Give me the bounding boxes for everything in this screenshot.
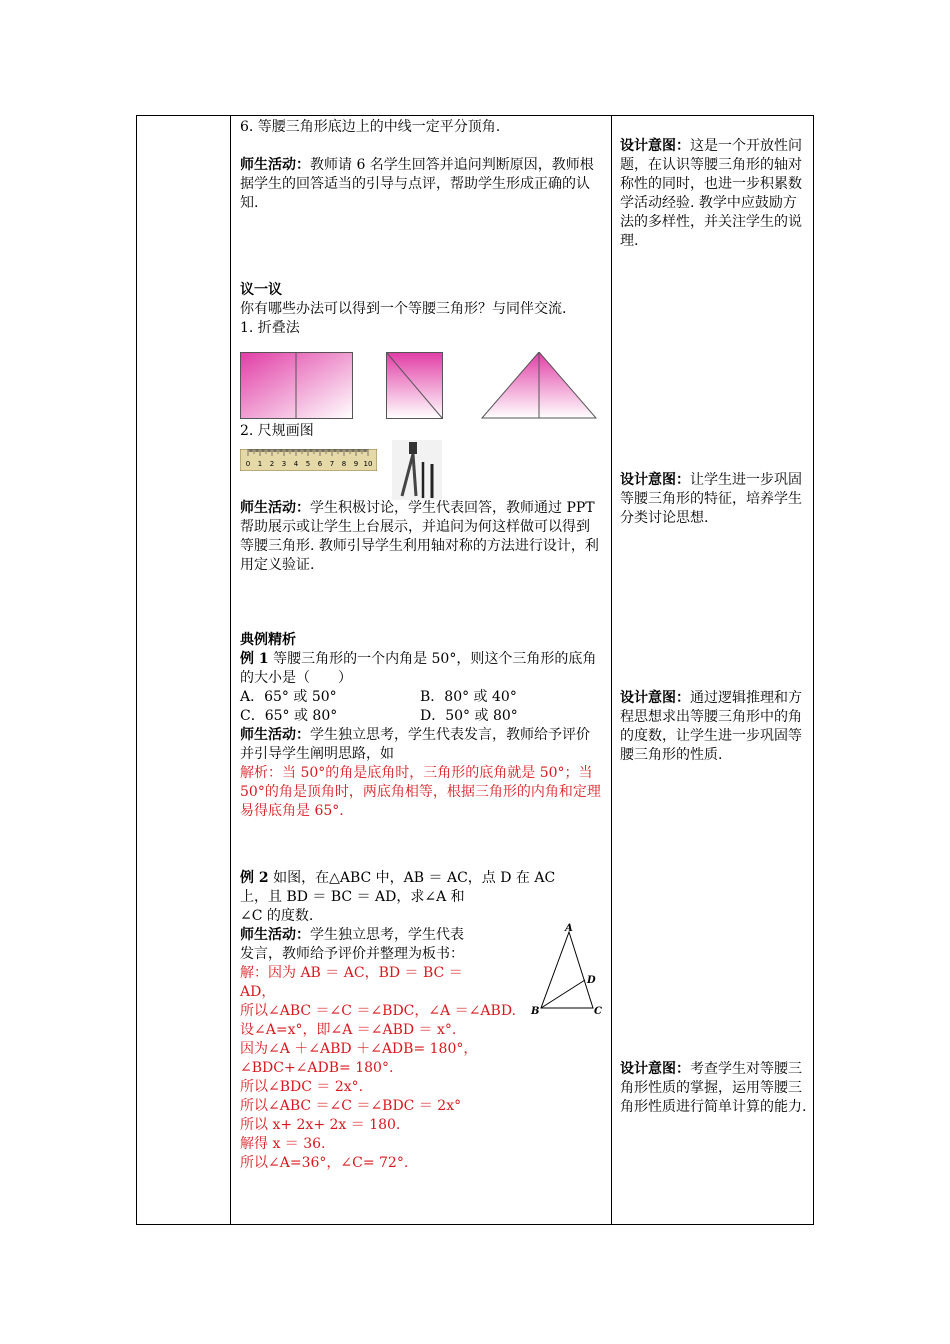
activity-4-line-2: 发言，教师给予评价并整理为板书： bbox=[240, 946, 464, 962]
solution-line: 所以∠A=36°，∠C= 72°. bbox=[240, 1155, 409, 1171]
vertex-c-label: C bbox=[594, 1006, 602, 1017]
triangle-abc-figure bbox=[527, 920, 607, 1020]
ruler-tick-label: 10 bbox=[363, 460, 373, 468]
design-label: 设计意图： bbox=[620, 138, 690, 154]
options-row-1 bbox=[240, 688, 602, 707]
example-2-line-2: 上，且 BD ＝ BC ＝ AD，求∠A 和 bbox=[240, 889, 465, 905]
column-divider-1 bbox=[230, 115, 231, 1225]
design-label: 设计意图： bbox=[620, 1061, 690, 1077]
solution-1: 解析：当 50°的角是底角时，三角形的底角就是 50°；当 50°的角是顶角时，两底角相等，根据三角形的内角和定理易得底角是 65°. bbox=[240, 765, 601, 819]
fold-method-figure bbox=[240, 352, 600, 422]
solution-line: AD， bbox=[240, 984, 276, 1000]
example-1 bbox=[240, 650, 602, 688]
example-label: 例 1 bbox=[240, 651, 269, 667]
ruler-tick-label: 1 bbox=[257, 460, 263, 468]
example-2-line-3: ∠C 的度数. bbox=[240, 908, 314, 924]
activity-1 bbox=[240, 156, 602, 213]
solution-line: 所以 x+ 2x+ 2x ＝ 180. bbox=[240, 1117, 401, 1133]
activity-label: 师生活动： bbox=[240, 727, 310, 743]
option-b: B．80° 或 40° bbox=[420, 689, 517, 705]
example-label: 例 2 bbox=[240, 870, 269, 886]
activity-text: 教师请 6 名学生回答并追问判断原因，教师根据学生的回答适当的引导与点评，帮助学生形成正确的认知. bbox=[240, 157, 594, 211]
solution-line: 因为∠A ＋∠ABD ＋∠ADB= 180°， bbox=[240, 1041, 478, 1057]
activity-2 bbox=[240, 499, 602, 575]
ruler-figure bbox=[240, 449, 377, 471]
discuss-title: 议一议 bbox=[240, 282, 282, 298]
compass-handle bbox=[409, 442, 417, 454]
activity-text: 学生独立思考，学生代表发言，教师给予评价并引导学生阐明思路，如 bbox=[240, 727, 590, 762]
triangle-abc bbox=[541, 932, 593, 1008]
activity-label: 师生活动： bbox=[240, 500, 310, 516]
activity-text: 学生积极讨论，学生代表回答，教师通过 PPT 帮助展示或让学生上台展示，并追问为何这样做可以得到等腰三角形. 教师引导学生利用轴对称的方法进行设计，利用定义验证. bbox=[240, 500, 599, 573]
activity-text: 学生独立思考，学生代表 bbox=[310, 927, 464, 943]
compass-figure bbox=[392, 440, 442, 500]
discuss-question: 你有哪些办法可以得到一个等腰三角形？与同伴交流. bbox=[240, 301, 567, 317]
example-text: 等腰三角形的一个内角是 50°，则这个三角形的底角的大小是（ ） bbox=[240, 651, 597, 686]
vertex-b-label: B bbox=[531, 1006, 540, 1017]
options-row-2 bbox=[240, 707, 602, 726]
ruler-tick-label: 4 bbox=[293, 460, 299, 468]
design-intent-3 bbox=[620, 689, 808, 765]
ruler-tick-label: 3 bbox=[281, 460, 287, 468]
vertex-a-label: A bbox=[565, 923, 573, 934]
solution-line: 解得 x ＝ 36. bbox=[240, 1136, 326, 1152]
segment-bd bbox=[541, 980, 585, 1008]
ruler-tick-label: 9 bbox=[353, 460, 359, 468]
design-intent-2 bbox=[620, 471, 808, 528]
option-a: A．65° 或 50° bbox=[240, 689, 337, 705]
solution-line: 所以∠BDC ＝ 2x°. bbox=[240, 1079, 364, 1095]
ruler-tick-label: 0 bbox=[245, 460, 251, 468]
solution-line: 设∠A=x°，即∠A ＝∠ABD ＝ x°. bbox=[240, 1022, 457, 1038]
activity-label: 师生活动： bbox=[240, 157, 310, 173]
activity-3 bbox=[240, 726, 602, 764]
example-text: 如图，在△ABC 中，AB ＝ AC，点 D 在 AC bbox=[268, 870, 556, 886]
design-text: 通过逻辑推理和方程思想求出等腰三角形中的角的度数，让学生进一步巩固等腰三角形的性质. bbox=[620, 690, 802, 763]
design-label: 设计意图： bbox=[620, 690, 690, 706]
design-text: 考查学生对等腰三角形性质的掌握，运用等腰三角形性质进行简单计算的能力. bbox=[620, 1061, 807, 1115]
ruler-tick-label: 5 bbox=[305, 460, 311, 468]
ruler-tick-label: 6 bbox=[317, 460, 323, 468]
solution-line: 解：因为 AB ＝ AC，BD ＝ BC ＝ bbox=[240, 965, 463, 981]
ruler-tick-label: 7 bbox=[329, 460, 335, 468]
solution-line: 所以∠ABC ＝∠C ＝∠BDC ＝ 2x° bbox=[240, 1098, 462, 1114]
example-2-line-1 bbox=[240, 869, 602, 888]
option-c: C．65° 或 80° bbox=[240, 708, 338, 724]
design-text: 这是一个开放性问题，在认识等腰三角形的轴对称性的同时，也进一步积累数学活动经验. 教学中应鼓励方法的多样性，并关注学生的说理. bbox=[620, 138, 802, 249]
solution-line: ∠BDC+∠ADB= 180°. bbox=[240, 1060, 394, 1076]
point-d-label: D bbox=[587, 975, 596, 986]
option-d: D．50° 或 80° bbox=[420, 708, 518, 724]
design-intent-4 bbox=[620, 1060, 808, 1117]
column-divider-2 bbox=[611, 115, 612, 1225]
item-6: 6. 等腰三角形底边上的中线一定平分顶角. bbox=[240, 119, 501, 135]
design-intent-1 bbox=[620, 137, 808, 251]
design-text: 让学生进一步巩固等腰三角形的特征，培养学生分类讨论思想. bbox=[620, 472, 802, 526]
solution-line: 所以∠ABC ＝∠C ＝∠BDC，∠A ＝∠ABD. bbox=[240, 1003, 516, 1019]
ruler-tick-label: 2 bbox=[269, 460, 275, 468]
examples-title: 典例精析 bbox=[240, 632, 296, 648]
activity-label: 师生活动： bbox=[240, 927, 310, 943]
method-compass: 2. 尺规画图 bbox=[240, 423, 314, 439]
method-fold: 1. 折叠法 bbox=[240, 320, 300, 336]
ruler-tick-label: 8 bbox=[341, 460, 347, 468]
design-label: 设计意图： bbox=[620, 472, 690, 488]
